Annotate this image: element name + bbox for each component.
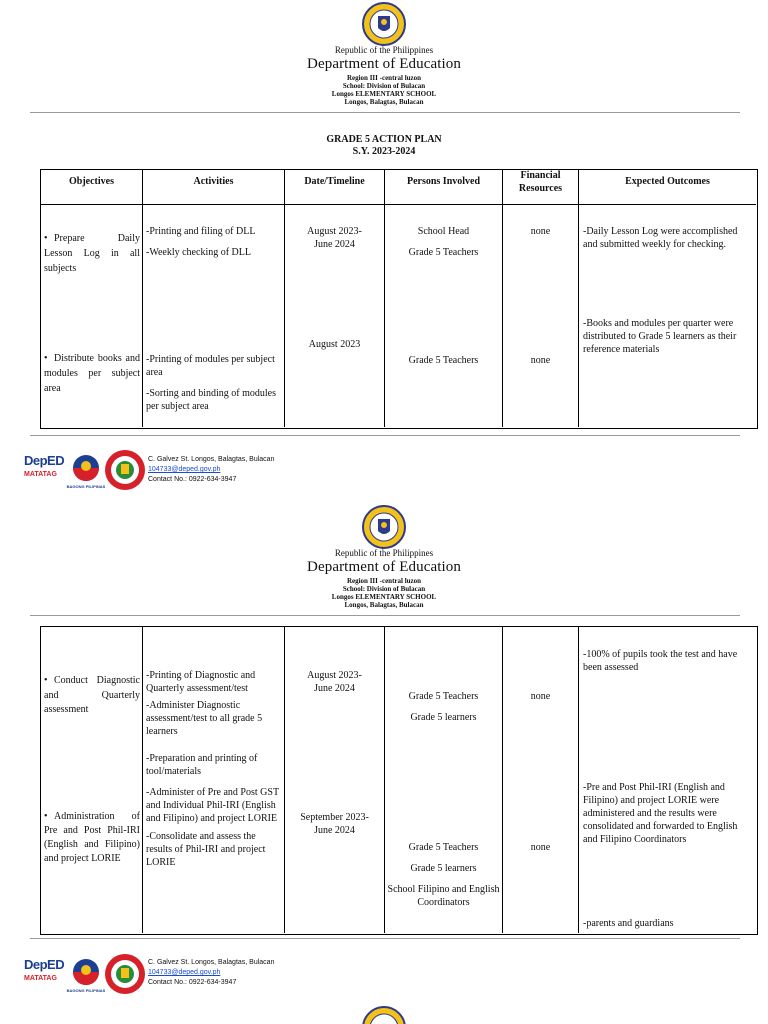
date-text: August 2023- — [307, 670, 362, 681]
persons-cell — [385, 690, 502, 724]
persons-cell: Grade 5 Teachers — [408, 355, 479, 366]
school-seal-icon — [104, 449, 146, 491]
objective-text: Prepare Daily Lesson Log in all subjects — [44, 233, 140, 274]
col-divider — [578, 169, 579, 427]
person-text: Grade 5 learners — [410, 712, 477, 723]
matatag-logo-text: MATATAG — [24, 471, 57, 478]
activity-text: -Consolidate and assess the results of Phil-IRI and project LORIE — [146, 831, 266, 868]
col-divider — [502, 626, 503, 933]
header-financial-2: Resources — [518, 183, 563, 194]
plan-title: GRADE 5 ACTION PLAN — [326, 134, 442, 145]
deped-seal-icon — [358, 505, 410, 549]
outcome-cell: -Pre and Post Phil-IRI (English and Filipino) and project LORIE were administered and the results were consolidated and forwarded to English and Filipino Coordinators — [583, 782, 738, 845]
objective-cell — [44, 674, 140, 718]
footer-email-link[interactable]: 104733@deped.gov.ph — [148, 466, 221, 473]
activities-cell — [146, 752, 282, 869]
header-financial-1: Financial — [520, 170, 561, 181]
footer-email-link[interactable]: 104733@deped.gov.ph — [148, 969, 221, 976]
outcome-cell: -100% of pupils took the test and have been assessed — [583, 649, 738, 673]
bullet-icon: • — [44, 811, 48, 822]
date-text: June 2024 — [314, 683, 355, 694]
date-text: August 2023- — [307, 226, 362, 237]
activities-cell — [146, 669, 282, 738]
outcome-cell: -Books and modules per quarter were distributed to Grade 5 learners as their reference materials — [583, 318, 737, 355]
objective-cell — [44, 810, 140, 866]
deped-seal-icon — [358, 2, 410, 46]
date-text: June 2024 — [314, 239, 355, 250]
financial-cell: none — [530, 691, 551, 702]
col-divider — [142, 169, 143, 427]
col-divider — [502, 169, 503, 427]
division-text: School: Division of Bulacan — [342, 82, 426, 90]
objective-cell — [44, 351, 140, 396]
school-seal-icon — [104, 953, 146, 995]
deped-logo-text: DepED — [24, 453, 65, 468]
deped-seal-icon — [358, 1006, 410, 1024]
date-cell — [285, 225, 384, 251]
table-header-divider — [40, 204, 756, 205]
footer-divider — [30, 938, 740, 939]
deped-logo-text: DepED — [24, 957, 65, 972]
footer-contact — [148, 958, 274, 988]
person-text: School Head — [417, 226, 470, 237]
activity-text: -Printing of modules per subject area — [146, 354, 275, 378]
activities-cell — [146, 225, 282, 259]
footer-address: C. Galvez St. Longos, Balagtas, Bulacan — [148, 456, 275, 463]
footer-contact — [148, 455, 274, 485]
activity-text: -Preparation and printing of tool/materials — [146, 753, 258, 777]
school-text: Longos ELEMENTARY SCHOOL — [331, 90, 437, 98]
col-divider — [578, 626, 579, 933]
plan-sy: S.Y. 2023-2024 — [352, 146, 416, 157]
matatag-logo-text: MATATAG — [24, 975, 57, 982]
school-text: Longos ELEMENTARY SCHOOL — [331, 593, 437, 601]
footer-phone: Contact No.: 0922-634-3947 — [148, 476, 237, 483]
objective-text: Conduct Diagnostic and Quarterly assessment — [44, 675, 140, 715]
activity-text: -Printing of Diagnostic and Quarterly assessment/test — [146, 670, 256, 694]
bagong-pilipinas-icon — [68, 452, 104, 488]
department-title: Department of Education — [307, 559, 461, 575]
date-text: September 2023- — [300, 812, 369, 823]
objective-text: Distribute books and modules per subject area — [44, 353, 140, 394]
address-text: Longos, Balagtas, Bulacan — [344, 98, 424, 106]
header-persons: Persons Involved — [406, 176, 481, 187]
header-divider — [30, 112, 740, 113]
date-text: June 2024 — [314, 825, 355, 836]
region-text: Region III -central luzon — [346, 74, 422, 82]
date-cell — [285, 811, 384, 837]
person-text: School Filipino and English Coordinators — [387, 884, 500, 908]
address-text: Longos, Balagtas, Bulacan — [344, 601, 424, 609]
deped-matatag-logo — [24, 958, 64, 994]
deped-matatag-logo — [24, 454, 64, 490]
person-text: Grade 5 Teachers — [408, 247, 479, 258]
republic-text: Republic of the Philippines — [334, 45, 434, 55]
bullet-icon: • — [44, 233, 48, 244]
republic-text: Republic of the Philippines — [334, 548, 434, 558]
activity-text: -Printing and filing of DLL — [146, 226, 256, 237]
header-date: Date/Timeline — [304, 176, 365, 187]
header-divider — [30, 615, 740, 616]
footer-divider — [30, 435, 740, 436]
person-text: Grade 5 Teachers — [408, 842, 479, 853]
financial-cell: none — [530, 226, 551, 237]
activity-text: -Weekly checking of DLL — [146, 247, 251, 258]
header-objectives: Objectives — [69, 176, 114, 187]
financial-cell: none — [530, 355, 551, 366]
bagong-pilipinas-text: BAGONG PILIPINAS — [66, 484, 106, 489]
person-text: Grade 5 Teachers — [408, 691, 479, 702]
division-text: School: Division of Bulacan — [342, 585, 426, 593]
date-cell — [285, 669, 384, 695]
bullet-icon: • — [44, 675, 48, 686]
person-text: Grade 5 learners — [410, 863, 477, 874]
outcome-cell: -Daily Lesson Log were accomplished and submitted weekly for checking. — [583, 226, 738, 250]
col-divider — [142, 626, 143, 933]
col-divider — [284, 169, 285, 427]
persons-cell — [385, 225, 502, 259]
bagong-pilipinas-icon — [68, 956, 104, 992]
department-title: Department of Education — [307, 56, 461, 72]
financial-cell: none — [530, 842, 551, 853]
objective-cell — [44, 231, 140, 276]
col-divider — [384, 169, 385, 427]
activity-text: -Administer of Pre and Post GST and Individual Phil-IRI (English and Filipino) and project LORIE — [146, 787, 279, 824]
activities-cell — [146, 353, 282, 413]
header-outcomes: Expected Outcomes — [625, 176, 710, 187]
bagong-pilipinas-text: BAGONG PILIPINAS — [66, 988, 106, 993]
bullet-icon: • — [44, 353, 48, 364]
region-text: Region III -central luzon — [346, 577, 422, 585]
footer-phone: Contact No.: 0922-634-3947 — [148, 979, 237, 986]
activity-text: -Administer Diagnostic assessment/test to all grade 5 learners — [146, 700, 263, 737]
date-cell: August 2023 — [308, 339, 361, 350]
persons-cell — [385, 841, 502, 909]
activity-text: -Sorting and binding of modules per subject area — [146, 388, 276, 412]
footer-address: C. Galvez St. Longos, Balagtas, Bulacan — [148, 959, 275, 966]
objective-text: Administration of Pre and Post Phil-IRI (English and Filipino) and project LORIE — [44, 811, 140, 864]
header-activities: Activities — [193, 176, 234, 187]
outcome-cell: -parents and guardians — [583, 918, 674, 929]
